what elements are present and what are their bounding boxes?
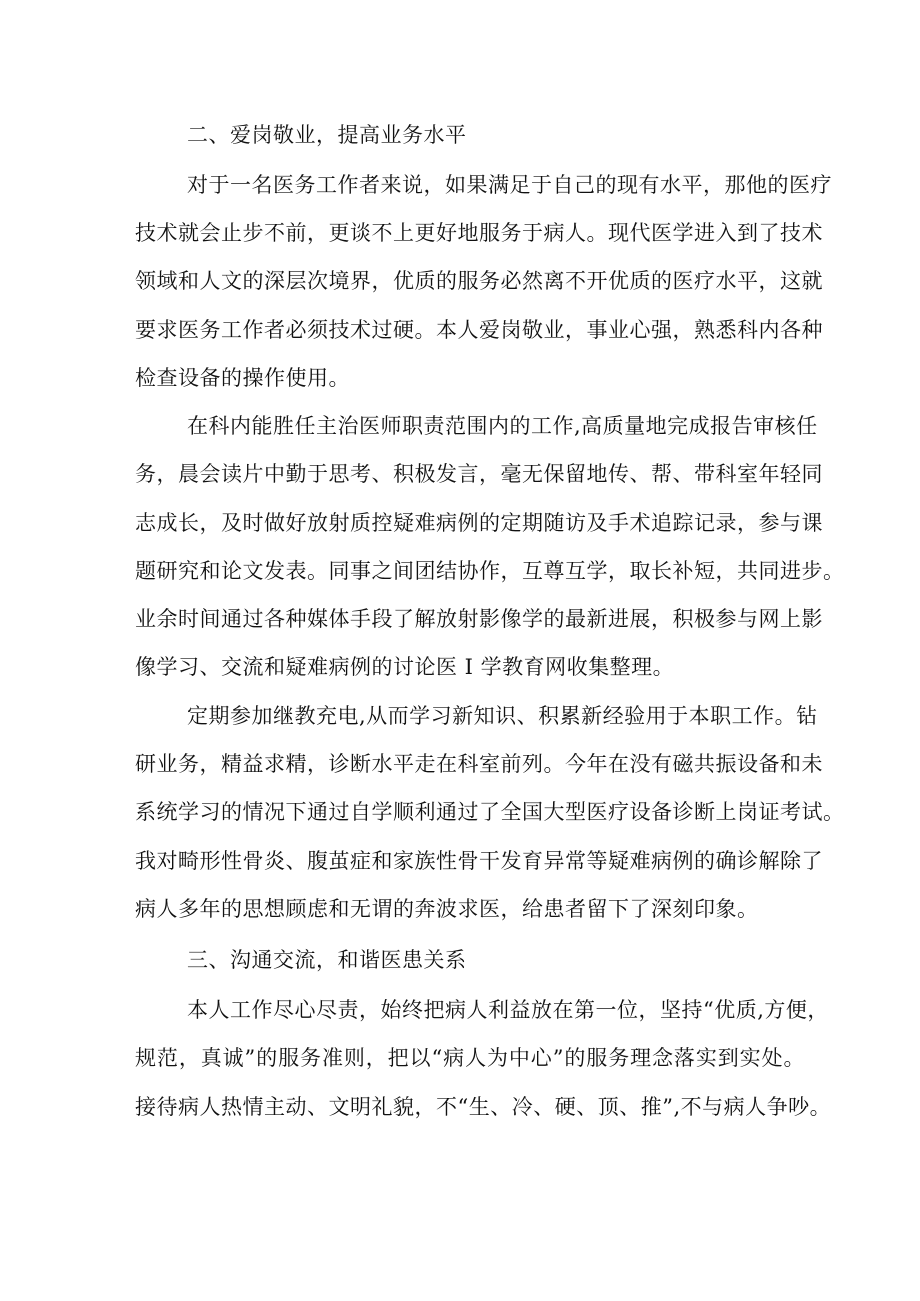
paragraph-1-line-5: 检查设备的操作使用。 — [135, 366, 350, 390]
paragraph-4-line-3: 接待病人热情主动、文明礼貌，不“生、冷、硬、顶、推”,不与病人争吵。 — [135, 1095, 832, 1119]
section-heading-3: 三、沟通交流，和谐医患关系 — [187, 948, 467, 972]
paragraph-2-line-4: 题研究和论文发表。同事之间团结协作，互尊互学，取长补短，共同进步。 — [135, 559, 845, 583]
paragraph-4-line-1: 本人工作尽心尽责，始终把病人利益放在第一位，坚持“优质,方便， — [187, 998, 829, 1022]
paragraph-3-line-4: 我对畸形性骨炎、腹茧症和家族性骨干发育异常等疑难病例的确诊解除了 — [135, 849, 823, 873]
paragraph-1-line-1: 对于一名医务工作者来说，如果满足于自己的现有水平，那他的医疗 — [187, 173, 832, 197]
paragraph-2-line-2: 务，晨会读片中勤于思考、积极发言，毫无保留地传、帮、带科室年轻同 — [135, 462, 823, 486]
paragraph-4-line-2: 规范，真诚”的服务准则，把以“病人为中心”的服务理念落实到实处。 — [135, 1046, 805, 1070]
paragraph-3-line-1: 定期参加继教充电,从而学习新知识、积累新经验用于本职工作。钻 — [187, 704, 818, 728]
paragraph-2-line-5: 业余时间通过各种媒体手段了解放射影像学的最新进展，积极参与网上影 — [135, 607, 823, 631]
paragraph-2-line-6: 像学习、交流和疑难病例的讨论医 I 学教育网收集整理。 — [135, 655, 675, 679]
paragraph-1-line-4: 要求医务工作者必须技术过硬。本人爱岗敬业，事业心强，熟悉科内各种 — [135, 318, 823, 342]
paragraph-1-line-3: 领域和人文的深层次境界，优质的服务必然离不开优质的医疗水平，这就 — [135, 269, 823, 293]
section-heading-2: 二、爱岗敬业，提高业务水平 — [187, 123, 467, 147]
paragraph-3-line-2: 研业务，精益求精，诊断水平走在科室前列。今年在没有磁共振设备和未 — [135, 752, 823, 776]
paragraph-1-line-2: 技术就会止步不前，更谈不上更好地服务于病人。现代医学进入到了技术 — [135, 221, 823, 245]
paragraph-2-line-3: 志成长，及时做好放射质控疑难病例的定期随访及手术追踪记录，参与课 — [135, 511, 823, 535]
paragraph-2-line-1: 在科内能胜任主治医师职责范围内的工作,高质量地完成报告审核任 — [187, 414, 818, 438]
paragraph-3-line-3: 系统学习的情况下通过自学顺利通过了全国大型医疗设备诊断上岗证考试。 — [135, 800, 845, 824]
paragraph-3-line-5: 病人多年的思想顾虑和无谓的奔波求医，给患者留下了深刻印象。 — [135, 897, 759, 921]
